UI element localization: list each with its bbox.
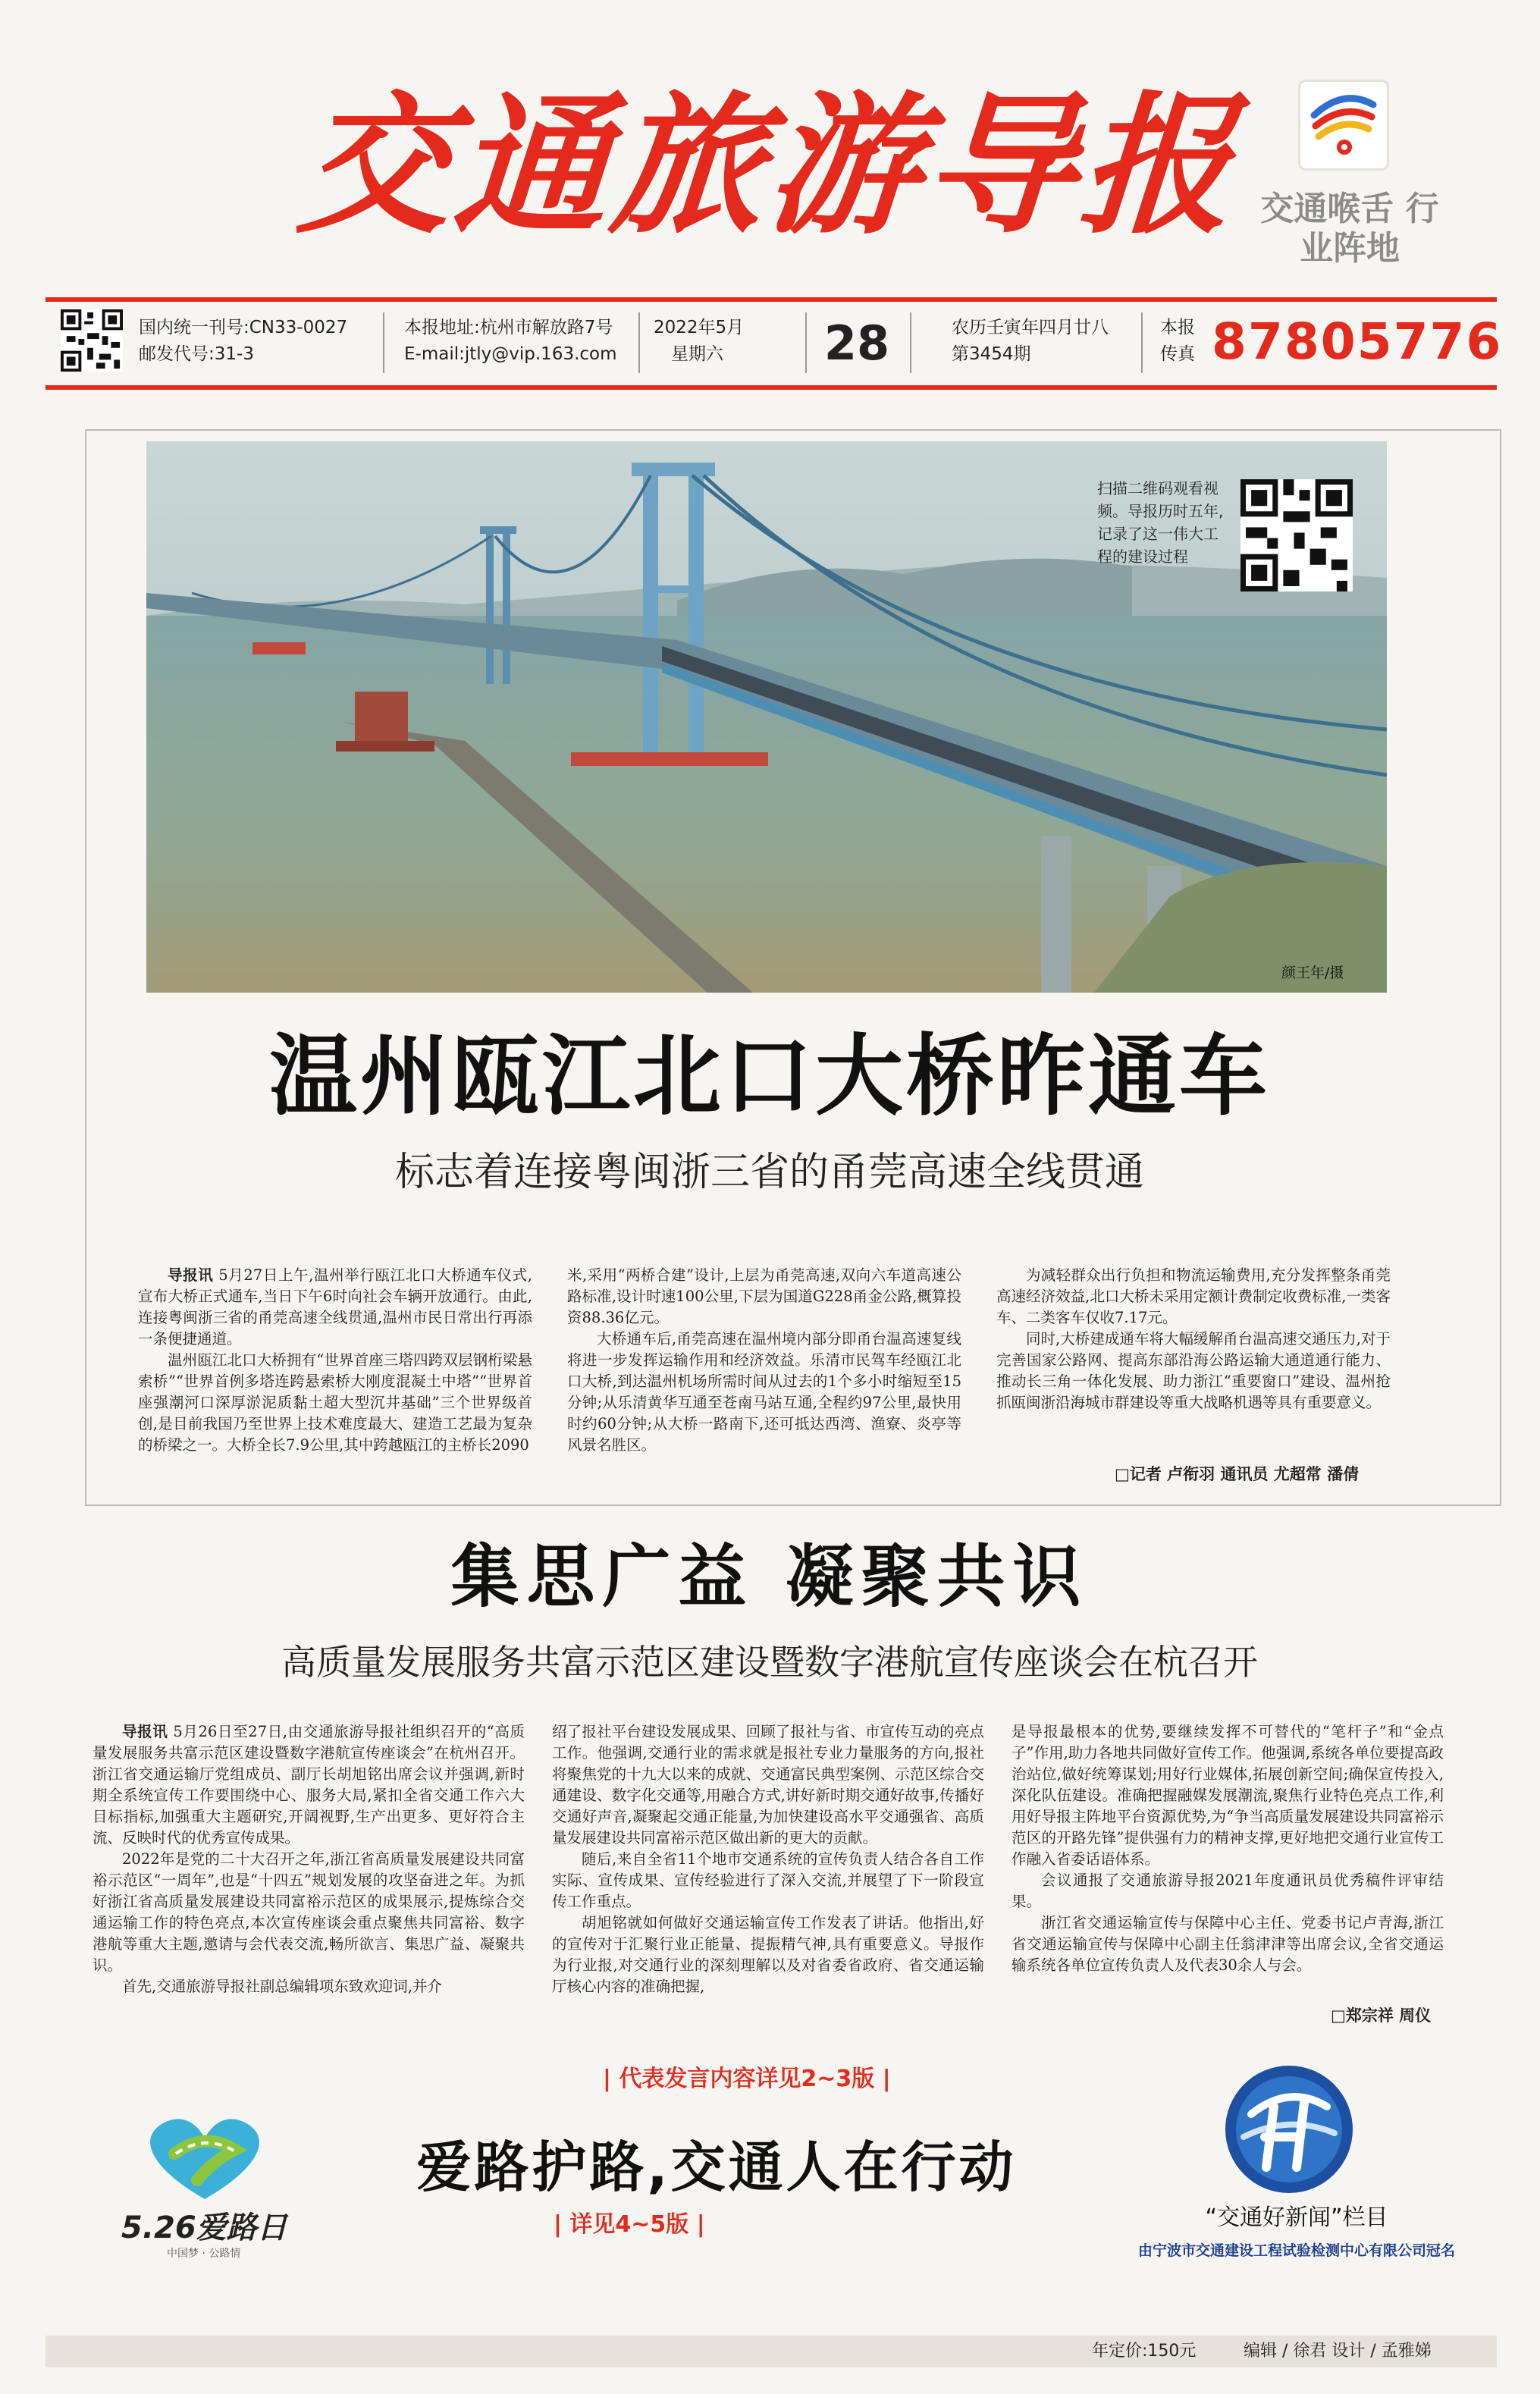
second-paragraph: 首先,交通旅游导报社副总编辑项东致欢迎词,并介	[122, 1978, 442, 1995]
newspaper-logo-icon	[1300, 82, 1387, 168]
lead-paragraph: 米,采用“两桥合建”设计,上层为甬莞高速,双向六车道高速公路标准,设计时速100公里,下层为国道G228甬金公路,概算投资88.36亿元。	[567, 1266, 961, 1326]
lead-paragraph: 5月27日上午,温州举行瓯江北口大桥通车仪式,宣布大桥正式通车,当日下午6时向社会车辆开放通行。由此,连接粤闽浙三省的甬莞高速全线贯通,温州市民日常出行再添一条便捷通道。	[138, 1266, 532, 1348]
info-lunar-date: 农历壬寅年四月廿八	[952, 318, 1109, 337]
lead-paragraph: 温州瓯江北口大桥拥有“世界首座三塔四跨双层钢桁梁悬索桥”“世界首例多塔连跨悬索桥大刚度混凝土中塔”“世界首座强潮河口深厚淤泥质黏土超大型沉井基础”三个世界级首创,是目前我国乃至世界上技术难度最大、建造工艺最为复杂的桥梁之一。大桥全长7.9公里,其中跨越瓯江的主桥长2090	[138, 1351, 532, 1454]
info-divider	[805, 312, 807, 373]
see-more-pages-2-3[interactable]	[603, 2064, 891, 2094]
info-bar-top-rule	[45, 297, 1497, 302]
lead-column-3	[996, 1265, 1391, 1413]
masthead-title: 交通旅游导报	[293, 78, 1244, 255]
info-issue-number: 第3454期	[952, 344, 1031, 364]
info-email[interactable]: E-mail:jtly@vip.163.com	[404, 344, 617, 364]
info-weekday: 星期六	[671, 344, 723, 364]
second-paragraph: 2022年是党的二十大召开之年,浙江省高质量发展建设共同富裕示范区“一周年”,也是“十四五”规划发展的攻坚奋进之年。为抓好浙江省高质量发展建设共同富裕示范区的成果展示,提炼综合交通运输工作的特色亮点,本次宣传座谈会重点聚焦共同富裕、数字港航等重大主题,邀请与会代表交流,畅所欲言、集思广益、凝聚共识。	[93, 1850, 525, 1974]
lead-paragraph: 大桥通车后,甬莞高速在温州境内部分即甬台温高速复线将进一步发挥运输作用和经济效益。乐清市民驾车经瓯江北口大桥,到达温州机场所需时间从过去的1个多小时缩短至15分钟;从乐清黄华互通至苍南马站互通,全程约97公里,最快用时约60分钟;从大桥一路南下,还可抵达西湾、渔寮、炎亭等风景名胜区。	[567, 1330, 961, 1454]
second-byline: □郑宗祥 周仪	[1331, 2007, 1432, 2025]
ad-title: 爱路护路,交通人在行动	[416, 2135, 1017, 2199]
lead-byline: □记者 卢衔羽 通讯员 尤超常 潘倩	[1115, 1465, 1360, 1483]
second-dateline: 导报讯	[122, 1723, 168, 1740]
sponsor-logo	[1221, 2061, 1357, 2198]
second-subhead: 高质量发展服务共富示范区建设暨数字港航宣传座谈会在杭召开	[281, 1642, 1258, 1683]
sponsor-logo-icon	[1221, 2061, 1357, 2198]
love-road-day-sub: 中国梦 · 公路情	[167, 2248, 241, 2260]
tag-bar-icon: |	[874, 2066, 891, 2092]
lead-dateline: 导报讯	[168, 1266, 214, 1284]
qr-caption: 扫描二维码观看视频。导报历时五年,记录了这一伟大工程的建设过程	[1097, 479, 1224, 566]
newspaper-logo	[1298, 80, 1389, 171]
lead-subhead: 标志着连接粤闽浙三省的甬莞高速全线贯通	[394, 1150, 1144, 1195]
second-paragraph: 胡旭铭就如何做好交通运输宣传工作发表了讲话。他指出,好的宣传对于汇聚行业正能量、提振精气神,具有重要意义。导报作为行业报,对交通行业的深刻理解以及对省委省政府、省交通运输厅核心内容的准确把握,	[552, 1914, 984, 1995]
second-paragraph: 会议通报了交通旅游导报2021年度通讯员优秀稿件评审结果。	[1012, 1872, 1444, 1910]
see-more-label: 详见4~5版	[569, 2211, 689, 2238]
second-paragraph: 是导报最根本的优势,要继续发挥不可替代的“笔杆子”和“金点子”作用,助力各地共同做好宣传工作。他强调,系统各单位要提高政治站位,做好统筹谋划;用好行业媒体,拓展创新空间;确保宣传投入,深化队伍建设。准确把握融媒发展潮流,聚焦行业特色亮点工作,利用好导报主阵地平台资源优势,为“争当高质量发展建设共同富裕示范区的开路先锋”提供强有力的精神支撑,更好地把交通行业宣传工作融入省委话语体系。	[1012, 1723, 1444, 1868]
info-address: 本报地址:杭州市解放路7号	[404, 318, 613, 337]
lead-column-1	[138, 1265, 532, 1456]
lead-column-2	[567, 1265, 961, 1456]
info-day: 28	[823, 315, 890, 371]
heart-road-icon	[121, 2108, 288, 2207]
see-more-label: 代表发言内容详见2~3版	[619, 2066, 875, 2092]
second-column-1	[93, 1721, 525, 1997]
video-qr-code-icon[interactable]	[1240, 479, 1353, 591]
photo-credit: 颜王年/摄	[1281, 965, 1344, 981]
second-column-3	[1012, 1721, 1444, 1976]
lead-headline: 温州瓯江北口大桥昨通车	[269, 1025, 1270, 1128]
info-fax-label-1: 本报	[1160, 318, 1195, 337]
info-divider	[638, 312, 640, 373]
second-headline: 集思广益 凝聚共识	[450, 1537, 1089, 1617]
masthead-slogan: 交通喉舌 行业阵地	[1260, 190, 1439, 268]
tag-bar-icon: |	[554, 2211, 570, 2238]
info-fax-label-2: 传真	[1160, 344, 1195, 364]
love-road-day-text: 5.26爱路日	[121, 2210, 287, 2245]
column-name: “交通好新闻”栏目	[1205, 2204, 1388, 2231]
info-postal-code: 邮发代号:31-3	[139, 344, 254, 364]
love-road-day-logo	[121, 2108, 288, 2260]
sponsor-text: 由宁波市交通建设工程试验检测中心有限公司冠名	[1137, 2242, 1455, 2259]
second-column-2	[552, 1721, 984, 1997]
see-more-pages-4-5[interactable]	[554, 2210, 705, 2240]
second-paragraph: 5月26日至27日,由交通旅游导报社组织召开的“高质量发展服务共富示范区建设暨数字港航宣传座谈会”在杭州召开。浙江省交通运输厅党组成员、副厅长胡旭铭出席会议并强调,新时期全系统宣传工作要围绕中心、服务大局,紧扣全省交通工作六大目标指标,加强重大主题研究,开阔视野,生产出更多、更好符合主流、反映时代的优秀宣传成果。	[93, 1723, 525, 1846]
footer-editor: 编辑 / 徐君 设计 / 孟雅娣	[1244, 2342, 1432, 2361]
info-divider	[910, 312, 911, 373]
info-divider	[1141, 312, 1143, 373]
second-paragraph: 浙江省交通运输宣传与保障中心主任、党委书记卢青海,浙江省交通运输宣传与保障中心副主任翁津津等出席会议,全省交通运输系统各单位宣传负责人及代表30余人与会。	[1012, 1914, 1444, 1974]
footer-price: 年定价:150元	[1092, 2342, 1197, 2361]
second-paragraph: 随后,来自全省11个地市交通系统的宣传负责人结合各自工作实际、宣传成果、宣传经验进行了深入交流,并展望了下一阶段宣传工作重点。	[552, 1850, 984, 1910]
info-fax-number: 87805776	[1212, 312, 1503, 371]
qr-code-icon[interactable]	[61, 309, 123, 372]
info-date: 2022年5月	[654, 318, 745, 337]
second-paragraph: 绍了报社平台建设发展成果、回顾了报社与省、市宣传互动的亮点工作。他强调,交通行业的需求就是报社专业力量服务的方向,报社将聚焦党的十九大以来的成就、交通富民典型案例、示范区综合交通建设、数字化交通等,用融合方式,讲好新时期交通好故事,传播好交通好声音,凝聚起交通正能量,为加快建设高水平交通强省、高质量发展建设共同富裕示范区做出新的更大的贡献。	[552, 1723, 984, 1846]
info-cn-number: 国内统一刊号:CN33-0027	[139, 318, 348, 337]
info-bar-bottom-rule	[45, 385, 1497, 390]
lead-paragraph: 为减轻群众出行负担和物流运输费用,充分发挥整条甬莞高速经济效益,北口大桥未采用定额计费制定收费标准,一类客车、二类客车仅收7.17元。	[996, 1266, 1391, 1326]
tag-bar-icon: |	[688, 2211, 705, 2238]
lead-paragraph: 同时,大桥建成通车将大幅缓解甬台温高速交通压力,对于完善国家公路网、提高东部沿海公路运输大通道通行能力、推动长三角一体化发展、助力浙江“重要窗口”建设、温州抢抓瓯闽浙沿海城市群建设等重大战略机遇等具有重要意义。	[996, 1330, 1391, 1411]
info-divider	[383, 312, 384, 373]
tag-bar-icon: |	[603, 2066, 619, 2092]
